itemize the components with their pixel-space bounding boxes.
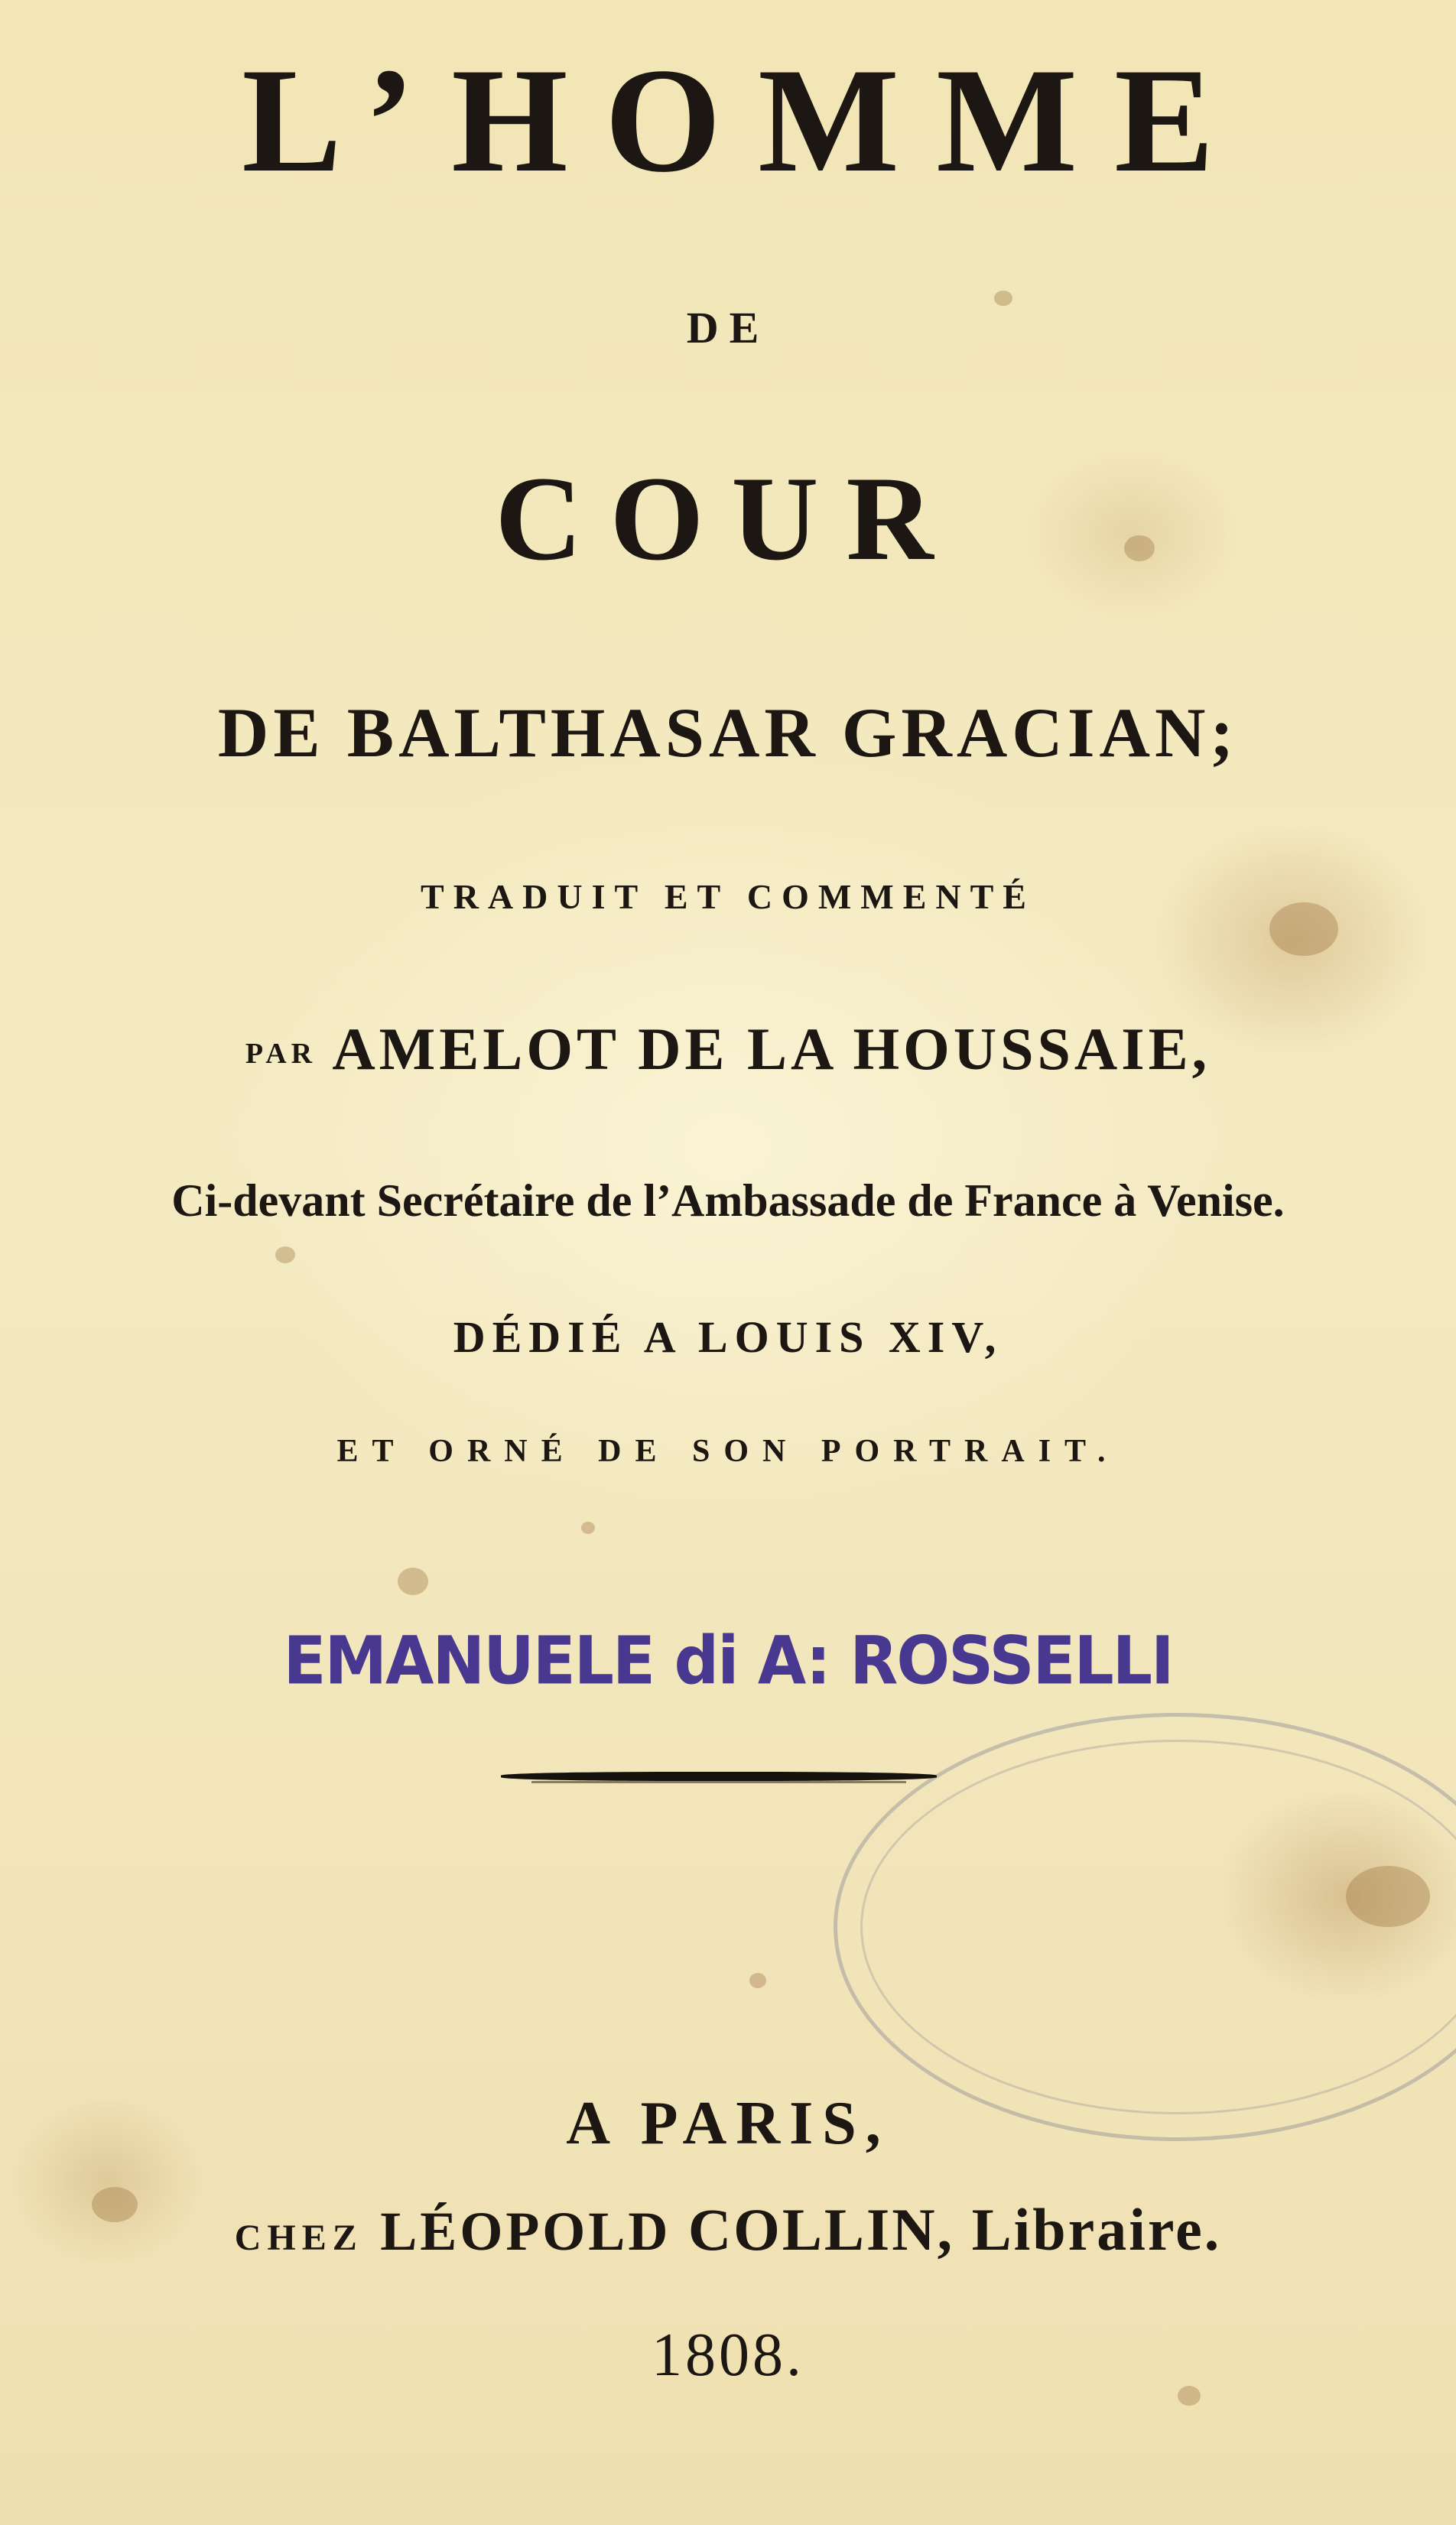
imprint-city: A PARIS, xyxy=(566,2090,890,2157)
foxing-spot xyxy=(1178,2386,1201,2406)
translated-line: TRADUIT ET COMMENTÉ xyxy=(421,877,1035,916)
imprint-publisher xyxy=(0,2196,1456,2263)
foxing-spot xyxy=(994,291,1012,306)
title-connector: DE xyxy=(686,303,770,353)
imprint-year: 1808. xyxy=(652,2322,804,2389)
translator-line xyxy=(0,1016,1456,1082)
dedication-line: DÉDIÉ A LOUIS XIV, xyxy=(453,1312,1003,1362)
title-line-1: L’HOMME xyxy=(242,37,1251,203)
foxing-spot xyxy=(275,1246,295,1263)
title-line-2: COUR xyxy=(495,452,961,586)
author-line: DE BALTHASAR GRACIAN; xyxy=(217,694,1239,772)
publisher-first-name: LÉOPOLD xyxy=(380,2201,671,2262)
translator-name: AMELOT DE LA HOUSSAIE, xyxy=(332,1016,1211,1082)
translator-prefix: PAR xyxy=(245,1038,317,1070)
foxing-spot xyxy=(749,1973,766,1988)
publisher-last-name: COLLIN xyxy=(687,2196,938,2263)
publisher-suffix: , Libraire. xyxy=(937,2196,1222,2263)
ownership-stamp: EMANUELE di A: ROSSELLI xyxy=(283,1623,1173,1700)
divider-rule xyxy=(501,1772,937,1781)
portrait-line: ET ORNÉ DE SON PORTRAIT. xyxy=(336,1434,1120,1469)
translator-role: Ci-devant Secrétaire de l’Ambassade de France à Venise. xyxy=(171,1175,1285,1226)
foxing-spot xyxy=(398,1568,428,1595)
publisher-prefix: CHEZ xyxy=(234,2218,363,2258)
foxing-spot xyxy=(581,1522,595,1534)
